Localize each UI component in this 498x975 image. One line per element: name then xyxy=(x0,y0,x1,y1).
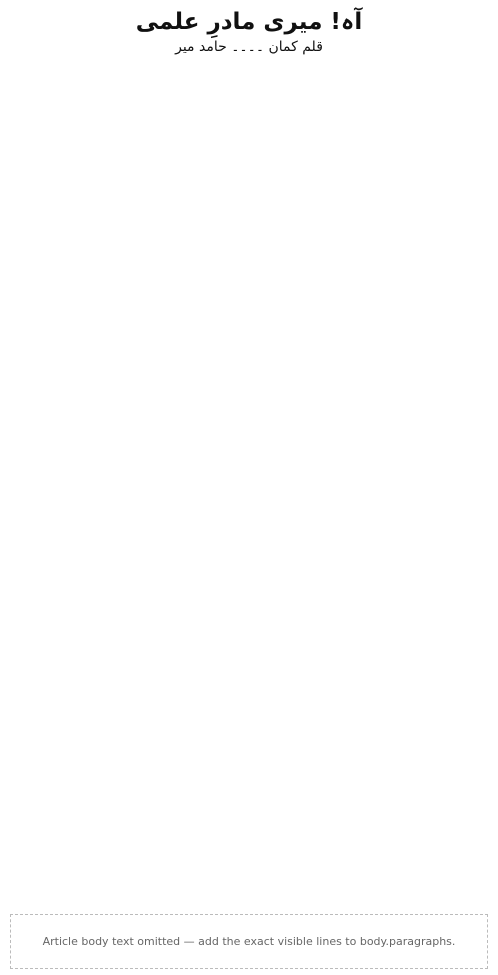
article-title: آہ! میری مادرِ علمی xyxy=(135,9,363,35)
article-body xyxy=(10,60,488,906)
article-byline: قلم کمان ۔۔۔۔ حامد میر xyxy=(175,39,323,55)
placeholder-note: Article body text omitted — add the exact visible lines to body.paragraphs. xyxy=(10,914,488,969)
